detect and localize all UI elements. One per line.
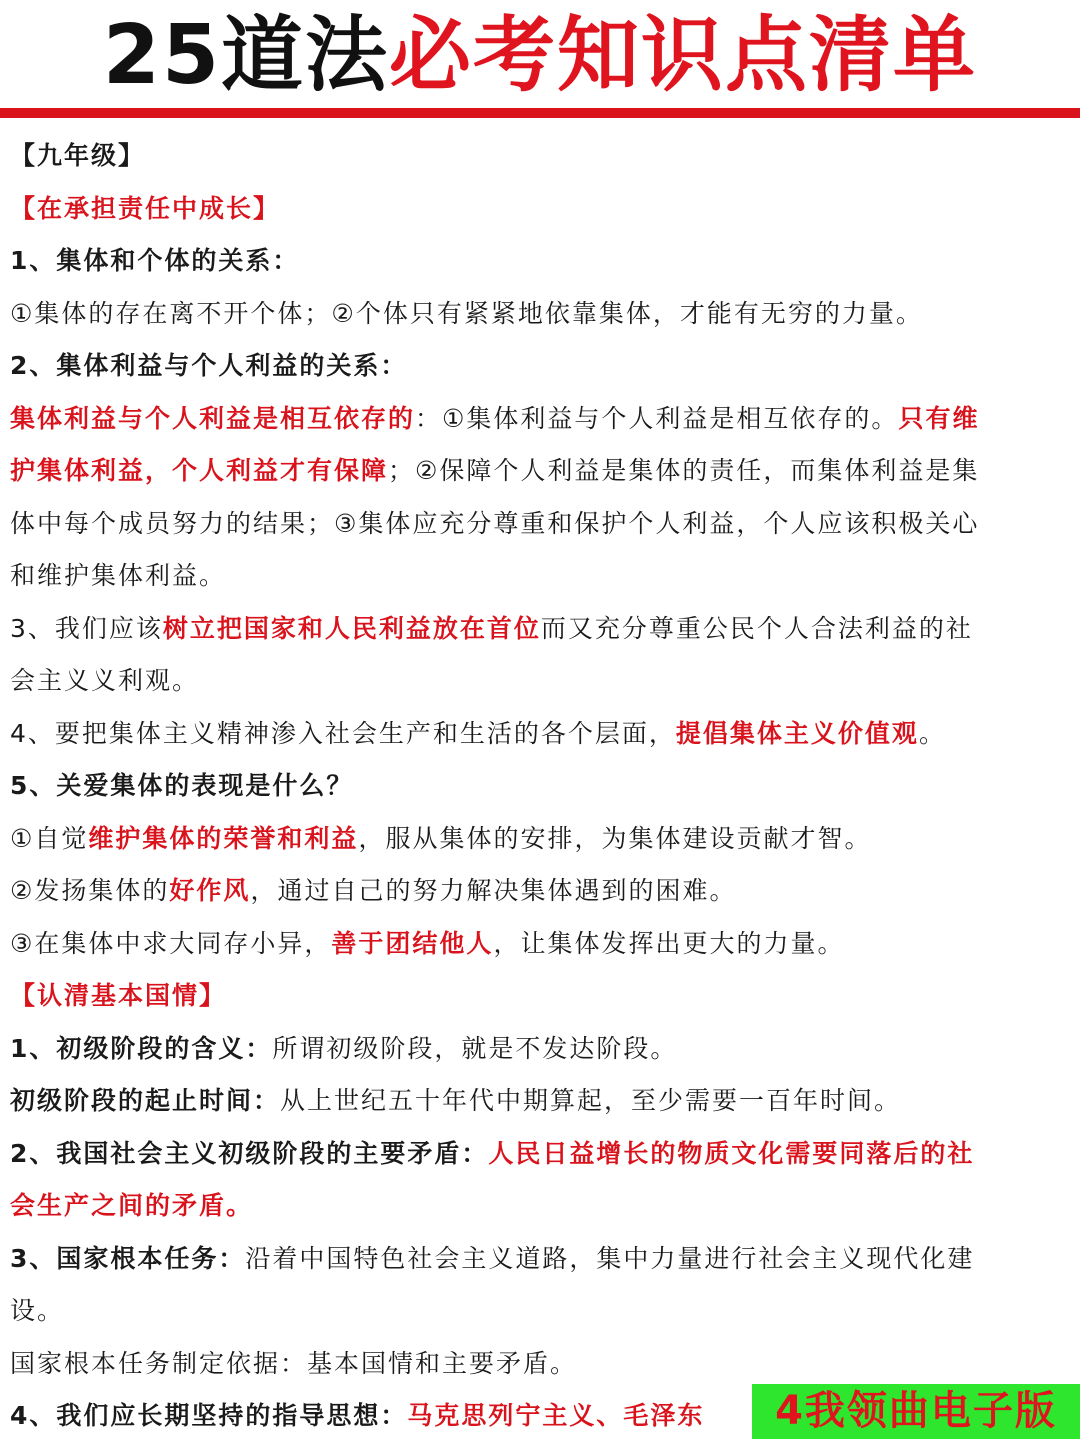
bold-heading-text: 4、我们应长期坚持的指导思想：: [10, 1401, 408, 1430]
highlight-text: 提倡集体主义价值观: [675, 718, 919, 748]
text-line: [10, 1023, 1072, 1076]
text-line: [10, 865, 1072, 918]
text-line: [10, 1233, 1072, 1286]
text-line: [10, 1338, 1072, 1391]
highlight-text: 人民日益增长的物质文化需要同落后的社: [488, 1138, 975, 1168]
bold-heading-text: 2、集体利益与个人利益的关系：: [10, 351, 408, 380]
body-text: 和维护集体利益。: [10, 561, 227, 590]
body-text: ②发扬集体的: [10, 876, 170, 905]
bold-heading-text: 3、国家根本任务：: [10, 1243, 246, 1273]
text-line: [10, 1075, 1072, 1128]
body-text: 4、要把集体主义精神渗入社会生产和生活的各个层面，: [10, 718, 676, 748]
title-underline: [0, 108, 1080, 118]
bold-heading-text: 2、我国社会主义初级阶段的主要矛盾：: [10, 1138, 489, 1168]
text-line: [10, 498, 1072, 551]
header: [0, 0, 1080, 108]
text-line: [10, 393, 1072, 446]
text-line: [10, 603, 1072, 656]
body-text: 。: [918, 718, 946, 748]
bold-heading-text: 1、集体和个体的关系：: [10, 246, 300, 275]
highlight-text: 善于团结他人: [331, 928, 494, 958]
highlight-text: 集体利益与个人利益是相互依存的: [10, 403, 416, 433]
text-line: [10, 1180, 1072, 1233]
text-line: [10, 760, 1072, 813]
body-text: ，服从集体的安排，为集体建设贡献才智。: [358, 823, 872, 853]
text-line: [10, 235, 1072, 288]
highlight-text: 维护集体的荣誉和利益: [88, 823, 359, 853]
text-line: [10, 445, 1072, 498]
body-text: 从上世纪五十年代中期算起，至少需要一百年时间。: [280, 1086, 902, 1115]
text-line: [10, 1128, 1072, 1181]
text-line: [10, 183, 1072, 236]
text-line: [10, 655, 1072, 708]
body-text: ，通过自己的努力解决集体遇到的困难。: [250, 876, 737, 905]
text-line: [10, 970, 1072, 1023]
bold-heading-text: 1、初级阶段的含义：: [10, 1033, 273, 1063]
highlight-text: 护集体利益，个人利益才有保障: [10, 456, 389, 485]
highlight-text: 好作风: [169, 876, 251, 905]
title-red-part: 必考知识点清单: [389, 8, 978, 103]
text-line: [10, 288, 1072, 341]
body-text: 而又充分尊重公民个人合法利益的社: [540, 613, 973, 643]
body-text: 设。: [10, 1296, 65, 1325]
highlight-text: 【在承担责任中成长】: [10, 193, 281, 223]
highlight-text: 树立把国家和人民利益放在首位: [162, 613, 541, 643]
text-line: [10, 918, 1072, 971]
text-line: [10, 340, 1072, 393]
body-text: 所谓初级阶段，就是不发达阶段。: [272, 1033, 678, 1063]
bold-heading-text: 初级阶段的起止时间：: [10, 1086, 281, 1115]
text-line: [10, 550, 1072, 603]
body-text: 3、我们应该: [10, 613, 163, 643]
body-text: ①自觉: [10, 823, 89, 853]
text-line: [10, 708, 1072, 761]
body-text: ③在集体中求大同存小异，: [10, 928, 332, 958]
download-badge[interactable]: 4我领曲电子版: [752, 1384, 1080, 1439]
highlight-text: 会生产之间的矛盾。: [10, 1191, 254, 1220]
page-title: [0, 6, 1080, 106]
body-text: 会主义义利观。: [10, 666, 200, 695]
body-text: ①集体的存在离不开个体；②个体只有紧紧地依靠集体，才能有无穷的力量。: [10, 298, 923, 328]
text-line: [10, 813, 1072, 866]
body-text: 沿着中国特色社会主义道路，集中力量进行社会主义现代化建: [245, 1243, 975, 1273]
highlight-text: 马克思列宁主义、毛泽东: [407, 1401, 705, 1430]
body-text: 体中每个成员努力的结果；③集体应充分尊重和保护个人利益，个人应该积极关心: [10, 508, 980, 538]
highlight-text: 【认清基本国情】: [10, 981, 227, 1010]
document-body: [10, 130, 1072, 1443]
body-text: ，让集体发挥出更大的力量。: [493, 928, 845, 958]
title-black-part: 25道法: [102, 8, 390, 103]
body-text: 国家根本任务制定依据：基本国情和主要矛盾。: [10, 1348, 578, 1378]
highlight-text: 只有维: [898, 403, 980, 433]
text-line: [10, 1285, 1072, 1338]
body-text: ：①集体利益与个人利益是相互依存的。: [415, 403, 899, 433]
body-text: ；②保障个人利益是集体的责任，而集体利益是集: [388, 456, 980, 485]
bold-heading-text: 【九年级】: [10, 141, 146, 170]
bold-heading-text: 5、关爱集体的表现是什么？: [10, 771, 354, 800]
text-line: [10, 130, 1072, 183]
